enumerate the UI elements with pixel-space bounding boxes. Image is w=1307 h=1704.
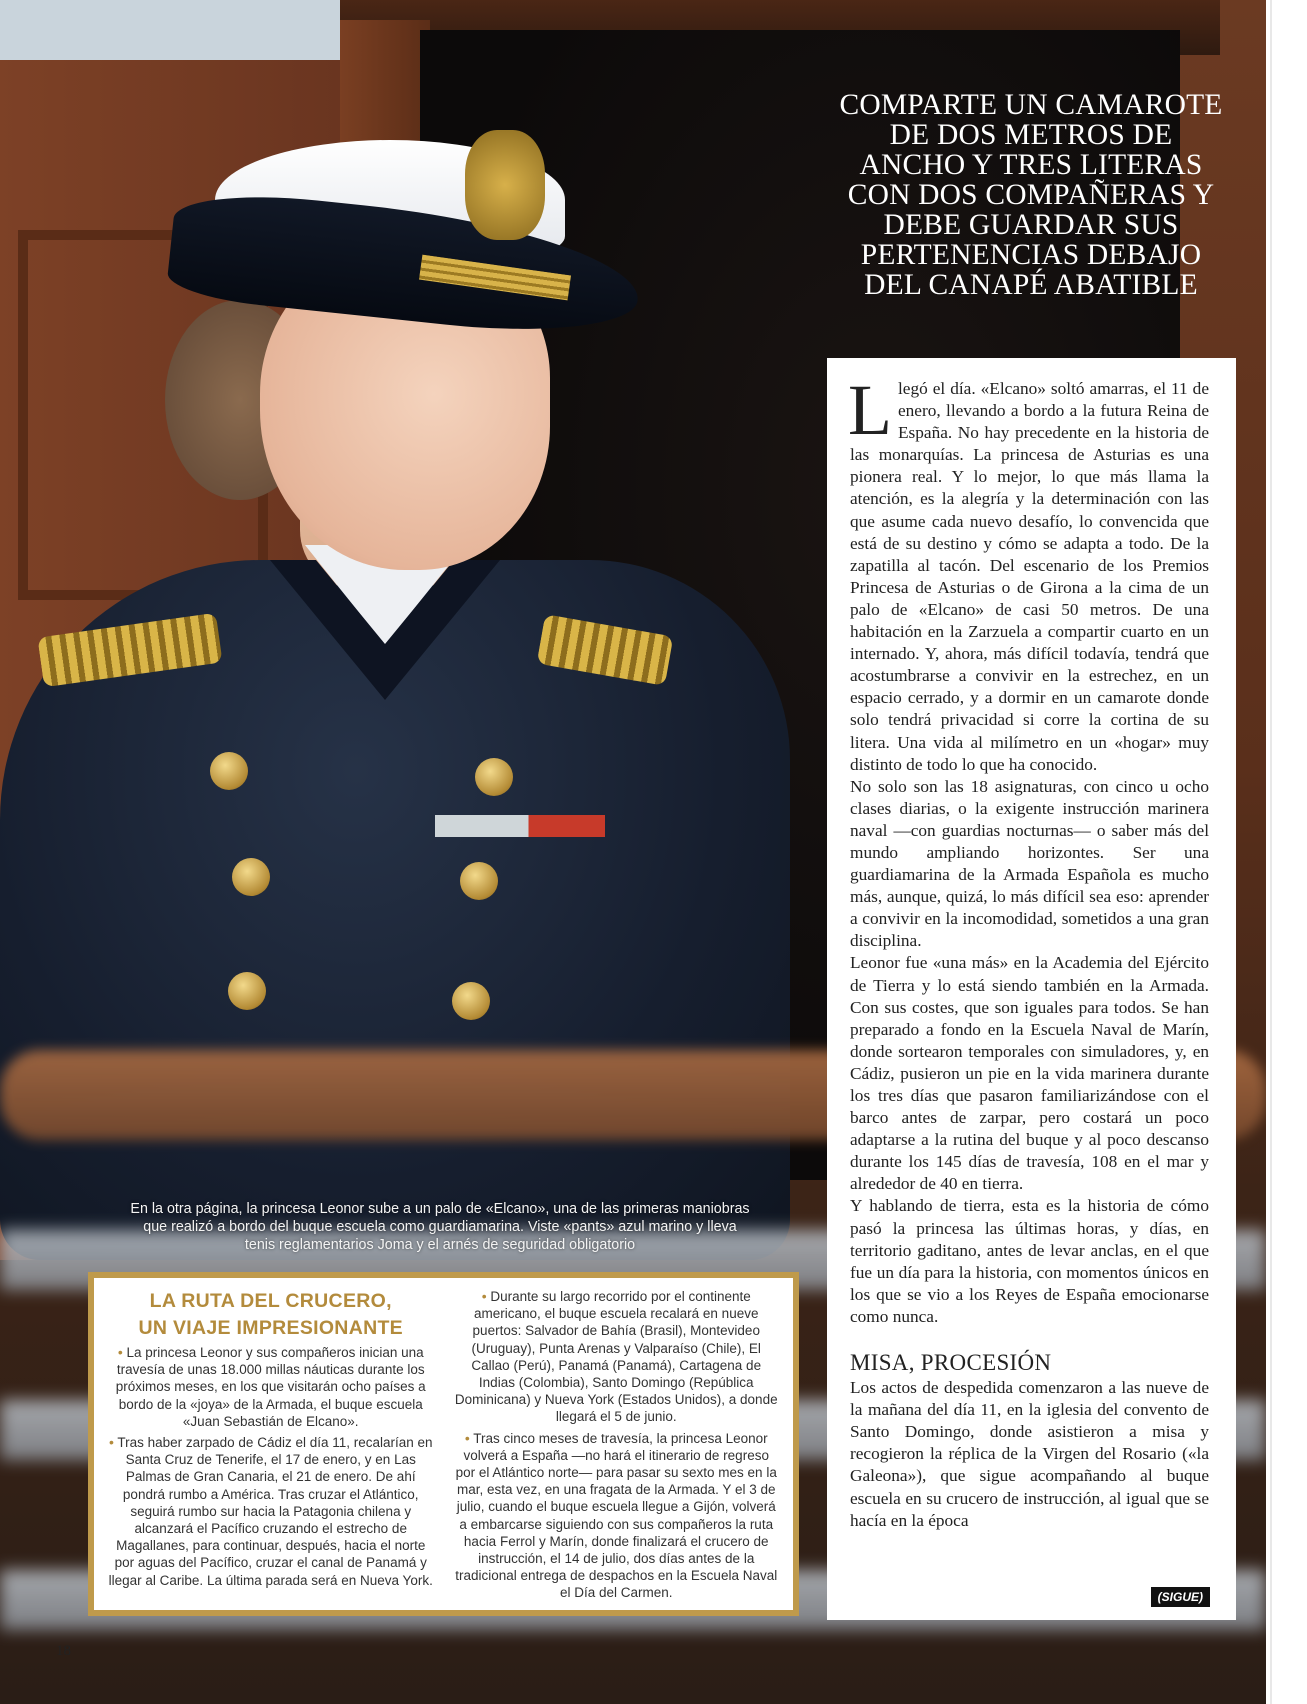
page-number: 18 [56,1643,71,1659]
info-box-title-line: LA RUTA DEL CRUCERO, [149,1290,392,1312]
article-subhead: MISA, PROCESIÓN [850,1350,1052,1376]
info-box-item-text: Tras cinco meses de travesía, la princesa Leonor volverá a España —no hará el itinerario de regreso por el Atlántico norte— para pasar su sexto mes en la mar, esta vez, en una fragata de la Armada. Y el 3 de julio, cuando el buque escuela llegue a Gijón, volverá a embarcarse siguiendo con sus compañeros la ruta hacia Ferrol y Marín, donde finalizará el crucero de instrucción, el 14 de julio, dos días antes de la tradicional entrega de despachos en la Escuela Naval el Día del Carmen. [455,1430,778,1601]
info-box-item-text: La princesa Leonor y sus compañeros inician una travesía de unas 18.000 millas náuticas durante los próximos meses, en los que visitarán ocho países a bordo de la «joya» de la Armada, el buque escuela «Juan Sebastián de Elcano». [115,1345,426,1429]
info-box-item [454,1288,780,1426]
uniform-button [475,758,513,796]
info-box-item [108,1434,434,1589]
uniform-button [232,858,270,896]
uniform-button [460,862,498,900]
continues-badge: (SIGUE) [1151,1587,1210,1607]
article-text: legó el día. «Elcano» soltó amarras, el 11 de enero, llevando a bordo a la futura Reina de España. No hay precedente en la historia de las monarquías. La princesa de Asturias es una pionera real. Y lo mejor, lo que más llama la atención, es la alegría y la determinación con las que asume cada nuevo desafío, lo convencida que está de su destino y cómo se adapta a todo. De la zapatilla al tacón. Del escenario de los Premios Princesa de Asturias o de Girona a la cima de un palo de «Elcano» de casi 50 metros. De una habitación en la Zarzuela a compartir cuarto en un internado. Y, ahora, más difícil todavía, tendrá que acostumbrarse a convivir en la estrechez, en un espacio cerrado, y a dormir en un camarote donde solo tendrá privacidad si corre la cortina de su litera. Una vida al milímetro en un «hogar» muy distinto de todo lo que ha conocido. [850,379,1209,774]
article-paragraph [848,370,1209,776]
cap-badge-icon [465,130,545,240]
article-paragraph: No solo son las 18 asignaturas, con cinco u ocho clases diarias, o la exigente instrucción marinera naval —con guardias nocturnas— o saber más del mundo ampliando horizontes. Ser una guardiamarina de la Armada Española es mucho más, aunque, quizá, lo más difícil sea eso: aprender a convivir en la incomodidad, sometidos a una gran disciplina. [850,776,1209,951]
sky-patch [0,0,360,60]
info-box-item-text: Durante su largo recorrido por el continente americano, el buque escuela recalará en nueve puertos: Salvador de Bahía (Brasil), Montevideo (Uruguay), Punta Arenas y Valparaíso (Chile), El Callao (Perú), Panamá (Panamá), Cartagena de Indias (Colombia), Santo Domingo (República Dominicana) y Nueva York (Estados Unidos), a donde llegará el 5 de junio. [454,1289,778,1425]
page-gutter [1266,0,1307,1704]
uniform-button [452,982,490,1020]
bullet-icon: • [117,1344,123,1360]
info-box-column [454,1288,780,1610]
info-box-item [108,1344,434,1430]
info-box [88,1272,799,1616]
medal-ribbon [435,815,605,837]
article-paragraph: Los actos de despedida comenzaron a las nueve de la mañana del día 11, en la iglesia del convento de Santo Domingo, donde asistieron a misa y recogieron la réplica de la Virgen del Rosario («la Galeona»), que sigue acompañando al buque escuela en su crucero de instrucción, al igual que se hacía en la época [850,1378,1209,1530]
uniform-button [228,972,266,1010]
article-paragraph: Y hablando de tierra, esta es la historia de cómo pasó la princesa las últimas horas, y días, en territorio gaditano, antes de levar anclas, en el que fue un día para la historia, con momentos únicos en los que se vio a los Reyes de España emocionarse como nunca. [850,1196,1209,1326]
bullet-icon: • [108,1434,114,1451]
drop-cap: L [848,370,892,450]
info-box-title [108,1288,434,1342]
info-box-title-line: UN VIAJE IMPRESIONANTE [138,1317,403,1339]
info-box-column [108,1288,434,1610]
bullet-icon: • [481,1288,487,1304]
bullet-icon: • [464,1429,470,1446]
info-box-item-text: Tras haber zarpado de Cádiz el día 11, recalarían en Santa Cruz de Tenerife, el 17 de enero, y en Las Palmas de Gran Canaria, el 21 de enero. De ahí pondrá rumbo a América. Tras cruzar el Atlántico, seguirá rumbo sur hacia la Patagonia chilena y alcanzará el Pacífico cruzando el estrecho de Magallanes, para continuar, después, hacia el norte por aguas del Pacífico, cruzar el canal de Panamá y llegar al Caribe. La última parada será en Nueva York. [108,1435,433,1588]
article-paragraph: Leonor fue «una más» en la Academia del Ejército de Tierra y lo está siendo también en la Armada. Con sus costes, que son iguales para todos. Se han preparado a fondo en la Escuela Naval de Marín, donde sortearon temporales con simuladores, y, en Cádiz, pusieron un pie en la vida marinera durante los tres días que pasaron familiarizándose con el barco antes de zarpar, pero costará un poco adaptarse a la rutina del buque y al poco descanso durante los 145 días de travesía, 108 en el mar y alrededor de 40 en tierra. [850,953,1209,1194]
article-column [827,358,1236,1620]
uniform-button [210,752,248,790]
photo-caption: En la otra página, la princesa Leonor sube a un palo de «Elcano», una de las primeras maniobras que realizó a bordo del buque escuela como guardiamarina. Viste «pants» azul marino y lleva tenis reglamentarios Joma y el arnés de seguridad obligatorio [130,1201,750,1253]
headline: COMPARTE UN CAMAROTE DE DOS METROS DE ANCHO Y TRES LITERAS CON DOS COMPAÑERAS Y DEBE GUARDAR SUS PERTENENCIAS DEBAJO DEL CANAPÉ ABATIBLE [839,89,1223,301]
info-box-item [454,1430,780,1602]
